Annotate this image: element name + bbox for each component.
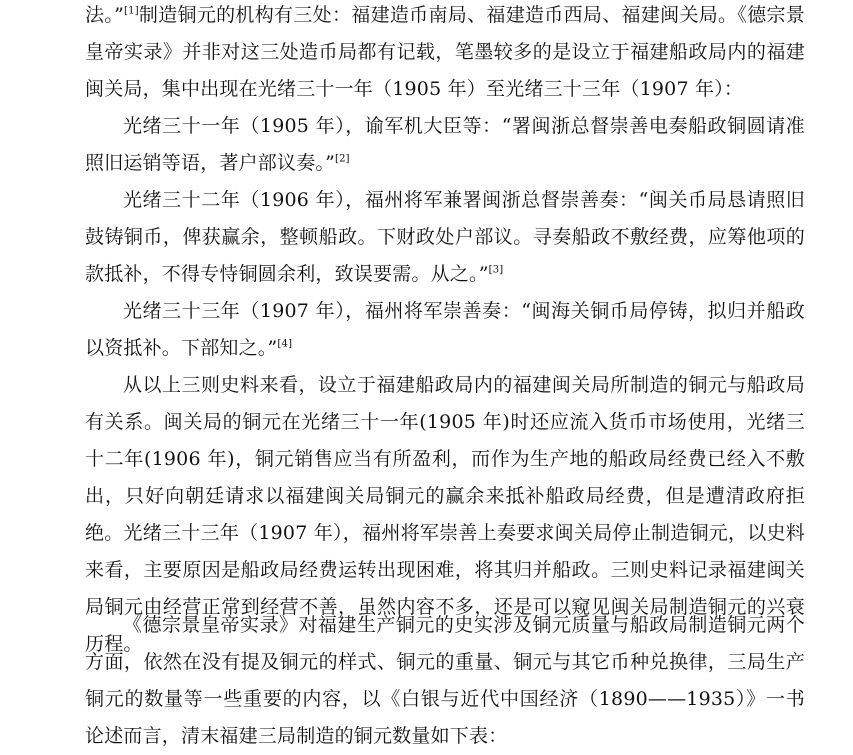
footnote-ref-2: [2] — [335, 153, 350, 165]
paragraph-text: 制造铜元的机构有三处：福建造币南局、福建造币西局、福建闽关局。《德宗景皇帝实录》并非对这三处造币局都有记载，笔墨较多的是设立于福建船政局内的福建闽关局，集中出现在光绪三十一年（1905 年）至光绪三十三年（1907 年）： — [85, 4, 805, 100]
paragraph-text: 光绪三十一年（1905 年），谕军机大臣等：“署闽浙总督崇善电奏船政铜圆请准照旧运销等语，著户部议奏。” — [85, 115, 805, 174]
paragraph-text: 光绪三十二年（1906 年），福州将军兼署闽浙总督崇善奏：“闽关币局恳请照旧鼓铸铜币，俾获赢余，整顿船政。下财政处户部议。寻奏船政不敷经费，应筹他项的款抵补，不得专恃铜圆余利，致误要需。从之。” — [85, 189, 805, 285]
paragraph-text: 光绪三十三年（1907 年），福州将军崇善奏：“闽海关铜币局停铸，拟归并船政以资抵补。下部知之。” — [85, 300, 805, 359]
footnote-ref-1: [1] — [124, 5, 139, 17]
paragraph-quote-1906 — [85, 182, 805, 293]
paragraph-text: 法。” — [85, 4, 125, 26]
paragraph-intro — [85, 0, 805, 108]
paragraph-quote-1907 — [85, 293, 805, 367]
paragraph-table-intro — [85, 607, 805, 755]
paragraph-text: 《德宗景皇帝实录》对福建生产铜元的史实涉及铜元质量与船政局制造铜元两个方面，依然在没有提及铜元的样式、铜元的重量、铜元与其它币种兑换律，三局生产铜元的数量等一些重要的内容，以《白银与近代中国经济（1890——1935）》一书论述而言，清末福建三局制造的铜元数量如下表： — [85, 614, 805, 747]
paragraph-quote-1905 — [85, 108, 805, 182]
footnote-ref-3: [3] — [488, 264, 504, 276]
footnote-ref-4: [4] — [277, 338, 293, 350]
paragraph-text: 从以上三则史料来看，设立于福建船政局内的福建闽关局所制造的铜元与船政局有关系。闽关局的铜元在光绪三十一年(1905 年)时还应流入货币市场使用，光绪三十二年(1906 年)，铜元销售应当有所盈利，而作为生产地的船政局经费已经入不敷出，只好向朝廷请求以福建闽关局铜元的赢余来抵补船政局经费，但是遭清政府拒绝。光绪三十三年（1907 年），福州将军崇善上奏要求闽关局停止制造铜元，以史料来看，主要原因是船政局经费运转出现困难，将其归并船政。三则史料记录福建闽关局铜元由经营正常到经营不善，虽然内容不多，还是可以窥见闽关局制造铜元的兴衰历程。 — [85, 374, 805, 655]
